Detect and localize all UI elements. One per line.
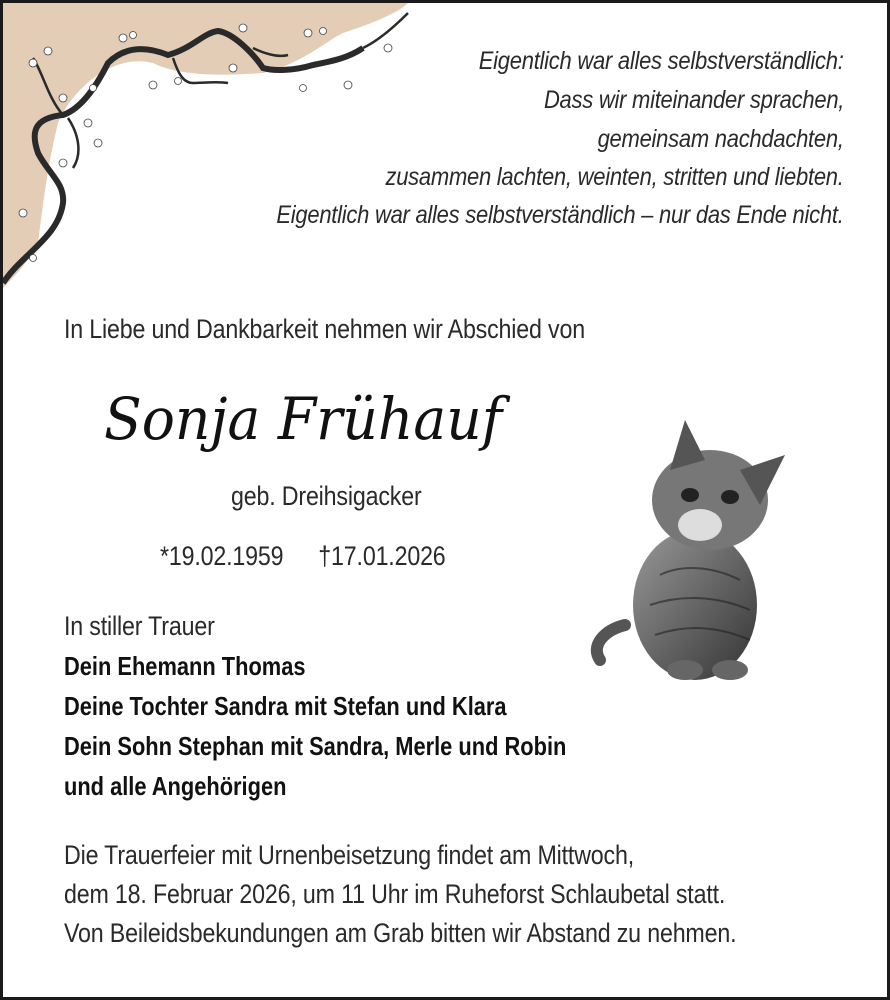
maiden-name: geb. Dreihsigacker [231, 481, 422, 511]
deceased-name: Sonja Frühauf [104, 385, 503, 453]
mourner: und alle Angehörigen [64, 771, 287, 801]
intro-text: In Liebe und Dankbarkeit nehmen wir Abschied von [64, 314, 585, 344]
mourner: Dein Ehemann Thomas [64, 651, 306, 681]
ceremony-line: dem 18. Februar 2026, um 11 Uhr im Ruheforst Schlaubetal statt. [64, 879, 726, 909]
ceremony-line: Von Beileidsbekundungen am Grab bitten wir Abstand zu nehmen. [64, 918, 737, 948]
ceremony-line: Die Trauerfeier mit Urnenbeisetzung findet am Mittwoch, [64, 840, 635, 870]
poem-line: Eigentlich war alles selbstverständlich – nur das Ende nicht. [276, 201, 844, 229]
poem-line: Dass wir miteinander sprachen, [543, 86, 844, 114]
birth-date: 19.02.1959 [168, 541, 284, 571]
cherry-blossom-branch-illustration [3, 3, 423, 293]
mourner: Dein Sohn Stephan mit Sandra, Merle und Robin [64, 731, 567, 761]
poem-line: Eigentlich war alles selbstverständlich: [479, 47, 844, 75]
mourning-label: In stiller Trauer [64, 611, 215, 641]
death-date: 17.01.2026 [331, 541, 446, 571]
kitten-illustration [590, 415, 800, 690]
mourner: Deine Tochter Sandra mit Stefan und Klara [64, 691, 507, 721]
poem-line: zusammen lachten, weinten, stritten und liebten. [385, 163, 844, 191]
poem-line: gemeinsam nachdachten, [597, 125, 844, 153]
death-symbol: † [318, 541, 332, 571]
birth-symbol: * [160, 541, 169, 571]
life-dates [160, 541, 446, 572]
